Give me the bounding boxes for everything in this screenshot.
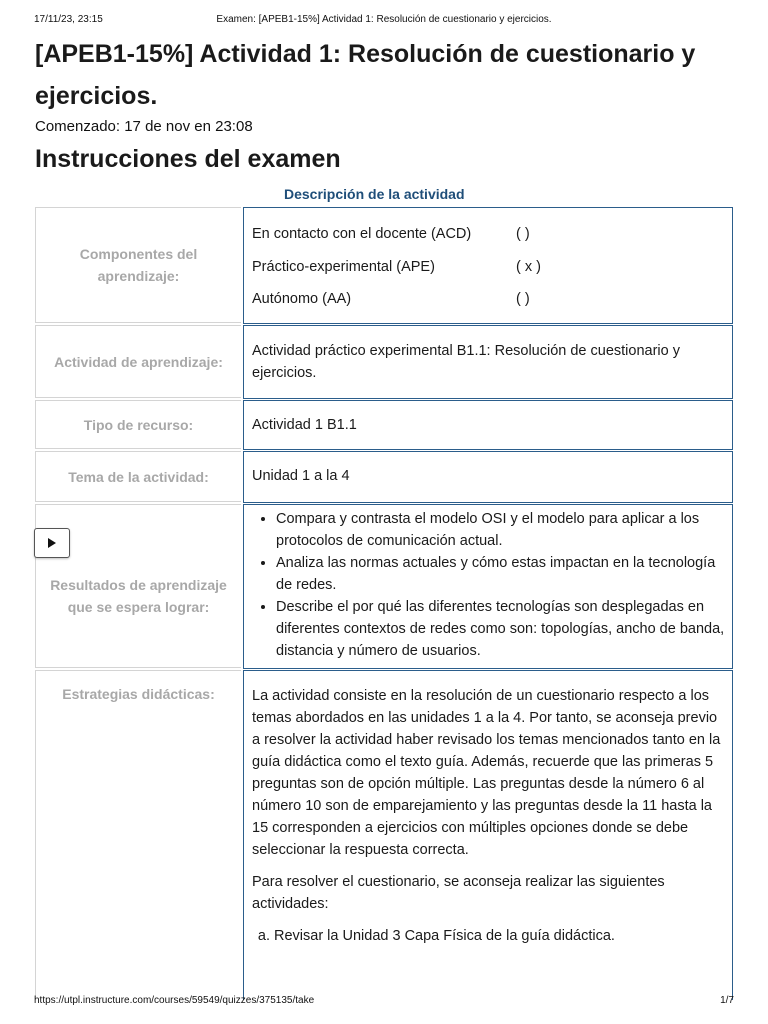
print-timestamp: 17/11/23, 23:15 — [34, 14, 103, 25]
component-item-acd — [252, 223, 471, 245]
components-label-text: Componentes del aprendizaje: — [79, 246, 198, 284]
topic-label — [35, 451, 241, 502]
strategies-label — [35, 670, 241, 1000]
resource-label-text: Tipo de recurso: — [83, 416, 194, 433]
play-icon — [48, 538, 56, 548]
strategies-cell — [243, 670, 733, 1000]
list-item: • Describe el por qué las diferentes tecnologías son desplegadas en diferentes contextos de redes como son: topologías, ancho de banda, distancia y número de usuarios. — [276, 596, 726, 662]
page-url: https://utpl.instructure.com/courses/59549/quizzes/375135/take — [34, 995, 315, 1006]
list-item: a. Revisar la Unidad 3 Capa Física de la guía didáctica. — [274, 925, 724, 947]
components-label — [35, 207, 241, 323]
component-item-ape — [252, 256, 435, 278]
component-item-aa — [252, 288, 351, 310]
component-name: Práctico-experimental (APE) — [252, 259, 435, 275]
results-label-text: Resultados de aprendizaje que se espera lograr: — [50, 577, 227, 615]
activity-label — [35, 325, 241, 398]
print-footer — [34, 995, 734, 1009]
table-caption: Descripción de la actividad — [284, 186, 465, 202]
resource-label — [35, 400, 241, 449]
activity-value: Actividad práctico experimental B1.1: Resolución de cuestionario y ejercicios. — [252, 343, 680, 381]
strategies-paragraph-2: Para resolver el cuestionario, se aconseja realizar las siguientes actividades: — [252, 874, 665, 912]
strategies-steps — [252, 925, 724, 947]
page-number: 1/7 — [720, 995, 734, 1006]
page-title: [APEB1-15%] Actividad 1: Resolución de cuestionario y ejercicios. — [35, 40, 696, 110]
print-header — [34, 14, 734, 30]
topic-cell — [243, 451, 733, 503]
print-title: Examen: [APEB1-15%] Actividad 1: Resolución de cuestionario y ejercicios. — [216, 14, 552, 25]
play-button[interactable] — [34, 528, 70, 558]
results-list — [252, 508, 726, 662]
strategies-label-text: Estrategias didácticas: — [62, 686, 215, 702]
component-mark: ( x ) — [516, 259, 541, 275]
list-item: • Analiza las normas actuales y cómo estas impactan en la tecnología de redes. — [276, 552, 726, 596]
resource-cell — [243, 400, 733, 450]
results-cell — [243, 504, 733, 669]
component-mark: ( ) — [516, 291, 530, 307]
component-name: En contacto con el docente (ACD) — [252, 226, 472, 242]
resource-value: Actividad 1 B1.1 — [252, 417, 357, 433]
activity-cell — [243, 325, 733, 399]
list-item: • Compara y contrasta el modelo OSI y el modelo para aplicar a los protocolos de comunicación actual. — [276, 508, 726, 552]
strategies-paragraph: La actividad consiste en la resolución de un cuestionario respecto a los temas abordados en las unidades 1 a la 4. Por tanto, se aconseja previo a resolver la actividad haber revisado los temas mencionados tanto en la guía didáctica como el texto guía. Además, recuerde que las primeras 5 preguntas son de opción múltiple. Las preguntas desde la número 6 al número 10 son de emparejamiento y las preguntas desde la 11 hasta la 15 corresponden a ejercicios con múltiples opciones donde se debe seleccionar la respuesta correcta. — [252, 688, 721, 858]
instructions-title: Instrucciones del examen — [35, 145, 341, 173]
component-name: Autónomo (AA) — [252, 291, 352, 307]
topic-value: Unidad 1 a la 4 — [252, 468, 350, 484]
activity-label-text: Actividad de aprendizaje: — [54, 353, 223, 370]
topic-label-text: Tema de la actividad: — [68, 468, 209, 485]
started-timestamp: Comenzado: 17 de nov en 23:08 — [35, 118, 253, 135]
component-mark: ( ) — [516, 226, 530, 242]
components-cell — [243, 207, 733, 324]
